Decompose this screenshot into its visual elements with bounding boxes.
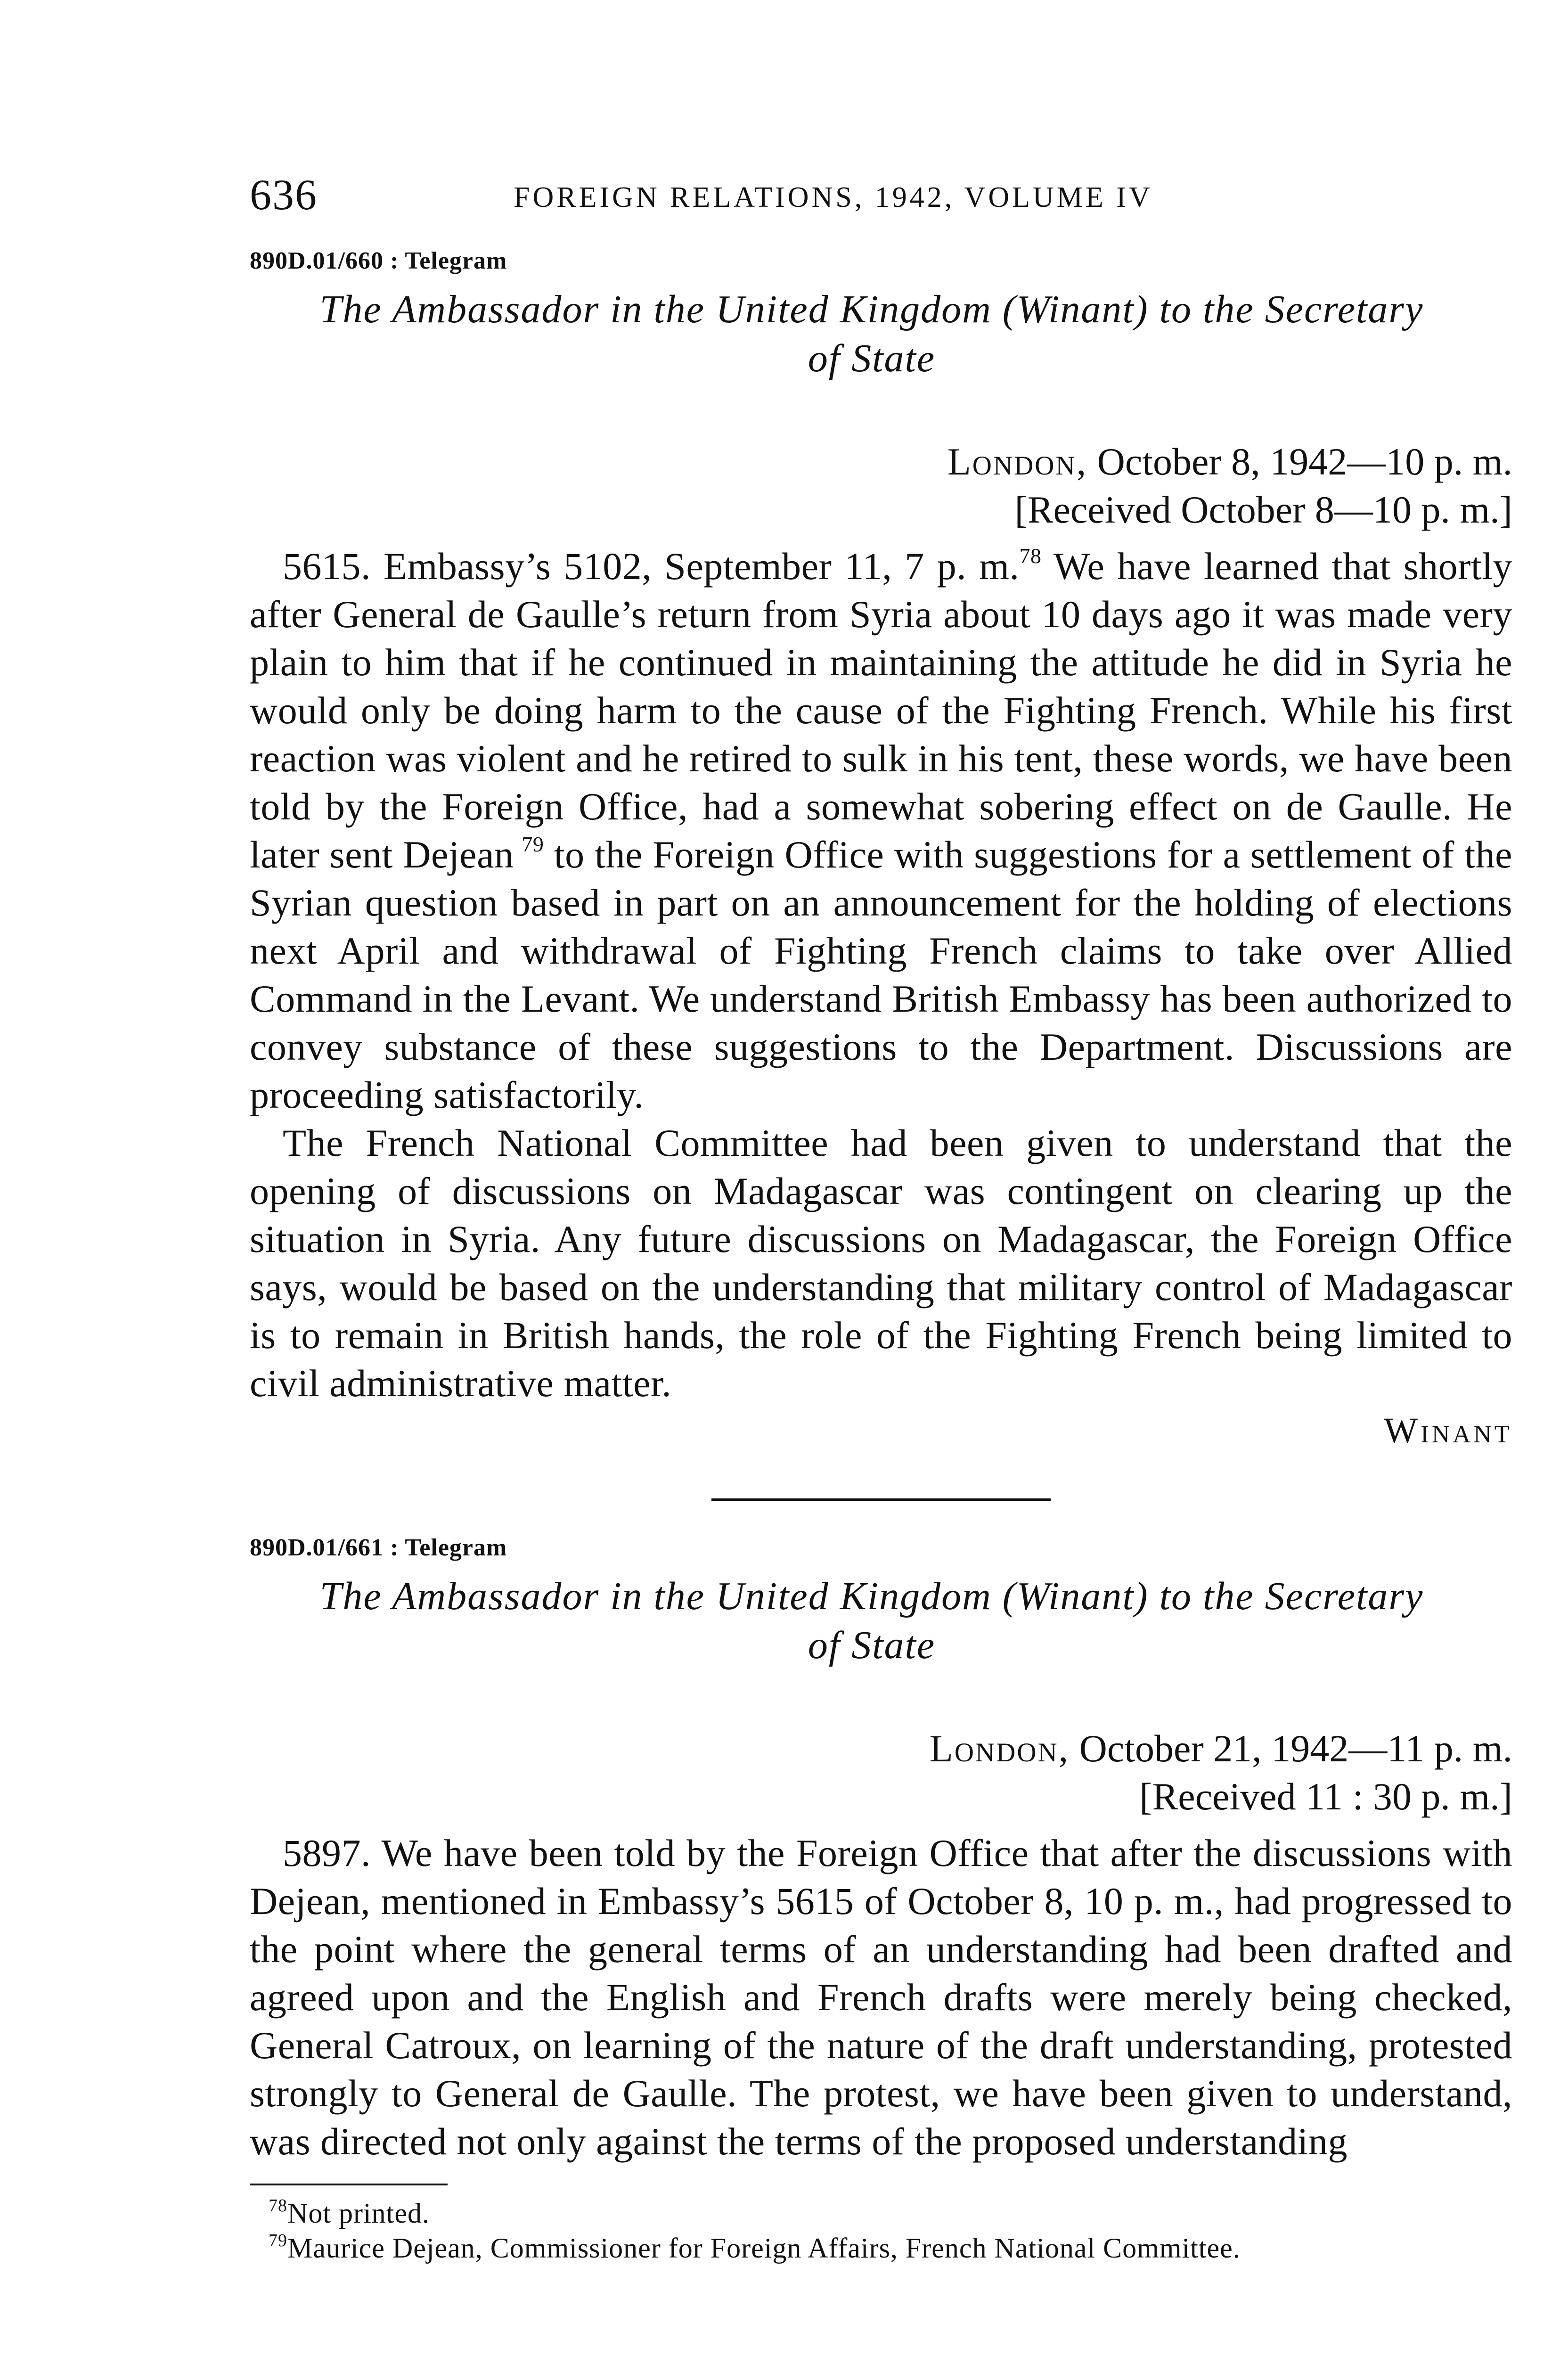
document-title-line: of State: [808, 336, 936, 380]
dateline-date: October 8, 1942—10 p. m.: [1087, 440, 1512, 483]
running-head: [250, 170, 1512, 226]
document-title: [250, 1572, 1494, 1670]
footnote: [250, 2196, 1512, 2231]
dateline-place: London,: [947, 440, 1088, 483]
received-note: [Received October 8—10 p. m.]: [1014, 488, 1512, 531]
dateline: [250, 1725, 1512, 1773]
dateline: [250, 438, 1512, 486]
footnote-text: Maurice Dejean, Commissioner for Foreign Affairs, French National Committee.: [287, 2233, 1241, 2264]
footnote-text: Not printed.: [287, 2198, 430, 2229]
body-paragraph: The French National Committee had been given to understand that the opening of discussions on Madagascar was contingent on clearing up the situation in Syria. Any future discussions on Madagascar, the Foreign Office says, would be based on the understanding that military control of Madagascar is to remain in British hands, the role of the Fighting French being limited to civil administrative matter.: [250, 1121, 1512, 1405]
footnote-reference: 78: [1019, 544, 1042, 568]
file-reference: 890D.01/660 : Telegram: [250, 247, 507, 274]
paragraph-text: We have learned that shortly after General de Gaulle’s return from Syria about 10 days ago it was made very plain to him that if he continued in maintaining the attitude he did in Syria he would only be doing harm to the cause of the Fighting French. While his first reaction was violent and he retired to sulk in his tent, these words, we have been told by the Foreign Office, had a somewhat sobering effect on de Gaulle. He later sent Dejean: [250, 545, 1512, 876]
section-separator: [711, 1498, 1051, 1501]
dateline-place: London,: [929, 1727, 1070, 1770]
document-title-line: of State: [808, 1623, 936, 1667]
paragraph-text: 5615. Embassy’s 5102, September 11, 7 p. m.: [283, 545, 1020, 588]
document-title-line: The Ambassador in the United Kingdom (Winant) to the Secretary: [319, 287, 1424, 331]
footnote-reference: 79: [522, 832, 544, 856]
received-note: [Received 11 : 30 p. m.]: [1139, 1775, 1512, 1818]
footnote-rule: [250, 2184, 448, 2185]
dateline-date: October 21, 1942—11 p. m.: [1070, 1727, 1512, 1770]
footnote-mark: 78: [269, 2196, 287, 2216]
body-paragraph: 5897. We have been told by the Foreign Office that after the discussions with Dejean, mentioned in Embassy’s 5615 of October 8, 10 p. m., had progressed to the point where the general terms of an understanding had been drafted and agreed upon and the English and French drafts were merely being checked, General Catroux, on learning of the nature of the draft understanding, protested strongly to General de Gaulle. The protest, we have been given to understand, was directed not only against the terms of the proposed understanding: [250, 1832, 1512, 2163]
document-page: [250, 170, 1512, 2266]
page-number: 636: [250, 171, 318, 219]
footnote-mark: 79: [269, 2231, 287, 2250]
running-title: FOREIGN RELATIONS, 1942, VOLUME IV: [514, 181, 1153, 213]
body-paragraph: [250, 542, 1512, 1119]
paragraph-text: to the Foreign Office with suggestions for a settlement of the Syrian question based in part on an announcement for the holding of elections next April and withdrawal of Fighting French claims to take over Allied Command in the Levant. We understand British Embassy has been authorized to convey substance of these suggestions to the Department. Discussions are proceeding satisfactorily.: [250, 833, 1512, 1116]
document-title-line: The Ambassador in the United Kingdom (Winant) to the Secretary: [319, 1574, 1424, 1618]
footnote: [250, 2231, 1512, 2266]
document-title: [250, 285, 1494, 383]
signature: Winant: [1384, 1411, 1512, 1450]
file-reference: 890D.01/661 : Telegram: [250, 1534, 507, 1561]
